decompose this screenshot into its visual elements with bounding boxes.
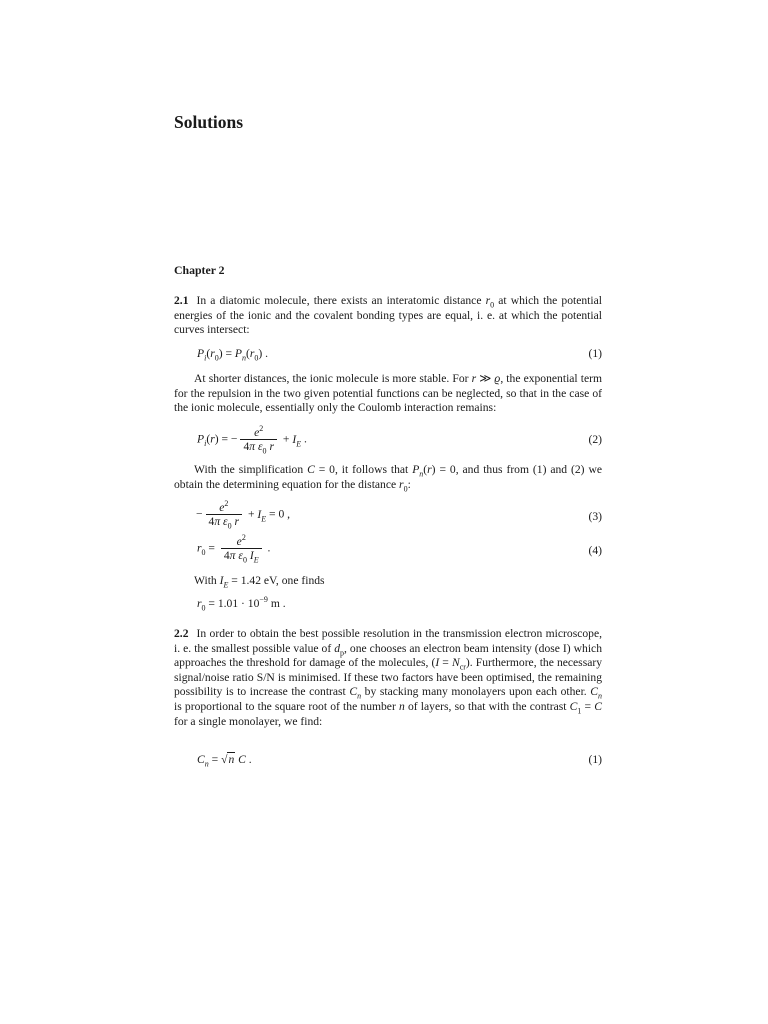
chapter-heading: Chapter 2 xyxy=(174,263,225,277)
problem-2-1-paragraph-2: At shorter distances, the ionic molecule is more stable. For r ≫ ϱ, the exponential term for the repulsion in the two given potential functions can be neglected, so that in the case of the ionic molecule, essentially only the Coulomb interaction remains: xyxy=(174,372,602,415)
equation-3: − $\frac{e^2}{4\pi \varepsilon_0 r}$ + $I_E = 0$ , (3) xyxy=(196,499,602,531)
problem-2-1-intro: 2.1 In a diatomic molecule, there exists an interatomic distance $r_0$ at which the potential energies of the ionic and the covalent bonding types are equal, i. e. at which the potential curves intersect: xyxy=(174,294,602,337)
problem-2-2-text: 2.2 In order to obtain the best possible resolution in the transmission electron microscope, i. e. the smallest possible value of $d_p$, one chooses an electron beam intensity (dose I) which approaches the threshold for damage of the molecules, $(I = N_{cr})$. Furthermore, the necessary signal/noise ratio S/N is minimised. If these two factors have been optimised, the remaining possibility is to increase the contrast $C_n$ by stacking many monolayers upon each other. $C_n$ is proportional to the square root of the number n of layers, so that with the contrast $C_1 = C$ for a single monolayer, we find: xyxy=(174,627,603,728)
equation-tag: (3) xyxy=(588,510,602,523)
equation-2-2-1: $C_n = √n$ C . (1) xyxy=(197,753,602,769)
problem-number: 2.2 xyxy=(174,627,189,640)
equation-4: $r_0$ = $\frac{e^2}{4\pi \varepsilon_0 I_E}$ . (4) xyxy=(197,533,602,565)
result-equation: $r_0 = 1.01 \cdot 10^{-9}$ m . xyxy=(197,595,286,613)
equation-tag: (4) xyxy=(588,544,602,557)
equation-tag: (2) xyxy=(588,433,602,446)
problem-number: 2.1 xyxy=(174,294,189,307)
problem-2-1-paragraph-3: With the simplification C = 0, it follows that $P_n(r) = 0$, and thus from (1) and (2) we obtain the determining equation for the distance $r_0$: xyxy=(174,463,602,493)
equation-tag: (1) xyxy=(588,347,602,360)
equation-2: $P_i(r)$ = − $\frac{e^2}{4\pi \varepsilon_0 r}$ + $I_E$ . (2) xyxy=(197,424,602,456)
problem-2-1-paragraph-4: With $I_E = 1.42$ eV, one finds xyxy=(194,574,325,590)
equation-1: $P_i(r_0) = P_n(r_0)$ . (1) xyxy=(197,347,602,363)
equation-tag: (1) xyxy=(588,753,602,766)
page-title: Solutions xyxy=(174,112,244,132)
